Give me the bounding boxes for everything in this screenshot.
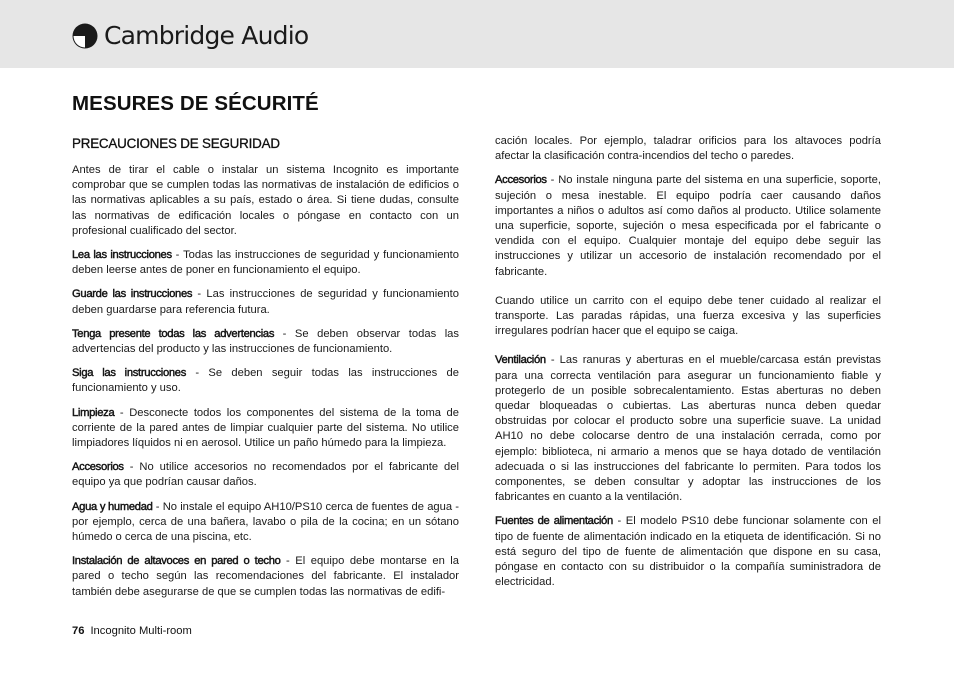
brand-name: Cambridge Audio xyxy=(104,21,309,50)
intro-paragraph: Antes de tirar el cable o instalar un sistema Incognito es importante comprobar que se cumplen todas las normativas de instalación de edificios o las normativas aplicables a su país, estado o área. Si tiene dudas, consulte las normativas de edificación locales o póngase en contacto con un profesional cualificado del sector. xyxy=(72,164,459,237)
term-separator: - xyxy=(545,354,560,367)
paragraph-text: Se deben observar todas las advertencias del producto y las instrucciones de funcionamiento. xyxy=(72,327,459,356)
paragraph-speaker-installation xyxy=(72,554,459,600)
paragraph-follow-instructions xyxy=(72,366,459,396)
paragraph-text: Las ranuras y aberturas en el mueble/carcasa están previstas para una correcta ventilación para asegurar un funcionamiento fiable y protegerlo de un posible sobrecalentamiento. Estas aberturas no deben quedar bloqueadas o cubiertas. Las aberturas nunca deben quedar obstruidas por colocar el producto sobre una superficie suave. La unidad AH10 no debe colocarse dentro de una instalación cerrada, como por ejemplo: biblioteca, ni armario a menos que se haya dotado de ventilación adecuada o si las instrucciones del fabricante lo permiten. Para todos los componentes, se deben consultar y adoptar las instrucciones de los fabricantes en cuanto a la ventilación. xyxy=(495,354,882,504)
term-label: Tenga presente todas las advertencias xyxy=(72,327,275,340)
paragraph-text: El modelo PS10 debe funcionar solamente con el tipo de fuente de alimentación indicado en la etiqueta de identificación. Si no está seguro del tipo de fuente de alimentación que dispone en su casa, póngase en contacto con su distribuidor o la compañía suministradora de electricidad. xyxy=(495,515,881,589)
paragraph-warnings xyxy=(72,327,459,357)
term-separator: - xyxy=(274,327,295,340)
paragraph-text: No instale el equipo AH10/PS10 cerca de fuentes de agua - por ejemplo, cerca de una bañera, lavabo o pila de la cocina; en un sótano húmedo o cerca de una piscina, etc. xyxy=(72,500,459,544)
paragraph-text: No utilice accesorios no recomendados por el fabricante del equipo ya que podrían causar daños. xyxy=(72,461,459,489)
term-label: Ventilación xyxy=(495,354,546,367)
brand-logo xyxy=(72,20,308,52)
paragraph-text: Desconecte todos los componentes del sistema de la toma de corriente de la pared antes de limpiar cualquier parte del sistema. No utilice limpiadores líquidos ni en aerosol. Utilice un paño húmedo para la limpieza. xyxy=(72,406,459,450)
paragraph-water-humidity xyxy=(72,500,459,546)
term-label: Guarde las instrucciones xyxy=(72,288,193,301)
left-column xyxy=(72,135,459,609)
term-separator: - xyxy=(152,500,163,513)
paragraph-accessories-mounting xyxy=(495,173,881,279)
paragraph-read-instructions xyxy=(72,248,459,278)
term-separator: - xyxy=(612,515,626,528)
term-label: Accesorios xyxy=(495,174,547,187)
paragraph-power-sources xyxy=(495,514,881,590)
term-label: Lea las instrucciones xyxy=(72,249,172,262)
paragraph-text: Se deben seguir todas las instrucciones de funcionamiento y uso. xyxy=(72,367,459,395)
page-footer xyxy=(72,624,192,639)
page-title: MESURES DE SÉCURITÉ xyxy=(72,92,319,115)
paragraph-ventilation xyxy=(495,353,881,505)
term-separator: - xyxy=(546,174,559,187)
term-separator: - xyxy=(171,249,184,262)
footer-product-name: Incognito Multi-room xyxy=(90,625,192,637)
paragraph-text: Las instrucciones de seguridad y funcionamiento deben guardarse para referencia futura. xyxy=(72,288,459,316)
term-label: Agua y humedad xyxy=(72,500,153,513)
header-band xyxy=(0,0,954,68)
term-separator: - xyxy=(192,288,207,301)
section-title: PRECAUCIONES DE SEGURIDAD xyxy=(72,136,280,151)
term-separator: - xyxy=(114,406,130,419)
term-label: Accesorios xyxy=(72,461,124,474)
term-label: Limpieza xyxy=(72,406,115,419)
cambridge-audio-logo-icon xyxy=(72,23,98,49)
term-separator: - xyxy=(186,367,209,380)
paragraph-continuation: cación locales. Por ejemplo, taladrar orificios para los altavoces podría afectar la clasificación contra-incendios del techo o paredes. xyxy=(495,135,881,163)
paragraph-accessories xyxy=(72,460,459,490)
term-label: Fuentes de alimentación xyxy=(495,515,613,528)
term-label: Instalación de altavoces en pared o techo xyxy=(72,555,281,568)
paragraph-keep-instructions xyxy=(72,287,459,317)
term-label: Siga las instrucciones xyxy=(72,367,187,380)
paragraph-cleaning xyxy=(72,406,459,452)
paragraph-text: No instale ninguna parte del sistema en una superficie, soporte, sujeción o mesa inestable. El equipo podría caer causando daños importantes a niños o adultos así como daños al producto. Utilice solamente una superficie, soporte, sujeción o mesa especificada por el fabricante o vendida con el equipo. Cualquier montaje del equipo debe seguir las instrucciones y utilizar un accesorio de instalación recomendado por el fabricante. xyxy=(495,174,881,278)
paragraph-text: Todas las instrucciones de seguridad y funcionamiento deben leerse antes de poner en funcionamiento el equipo. xyxy=(72,249,459,277)
right-column xyxy=(495,134,881,599)
term-separator: - xyxy=(280,555,296,568)
term-separator: - xyxy=(123,461,140,474)
page-number: 76 xyxy=(72,625,85,637)
paragraph-text: El equipo debe montarse en la pared o techo según las recomendaciones del fabricante. El instalador también debe asegurarse de que se cumplen todas las normativas de edifi- xyxy=(72,555,459,598)
paragraph-cart: Cuando utilice un carrito con el equipo debe tener cuidado al realizar el transporte. Las paradas rápidas, una fuerza excesiva y las superficies irregulares podrían hacer que el equipo se caiga. xyxy=(495,294,881,338)
